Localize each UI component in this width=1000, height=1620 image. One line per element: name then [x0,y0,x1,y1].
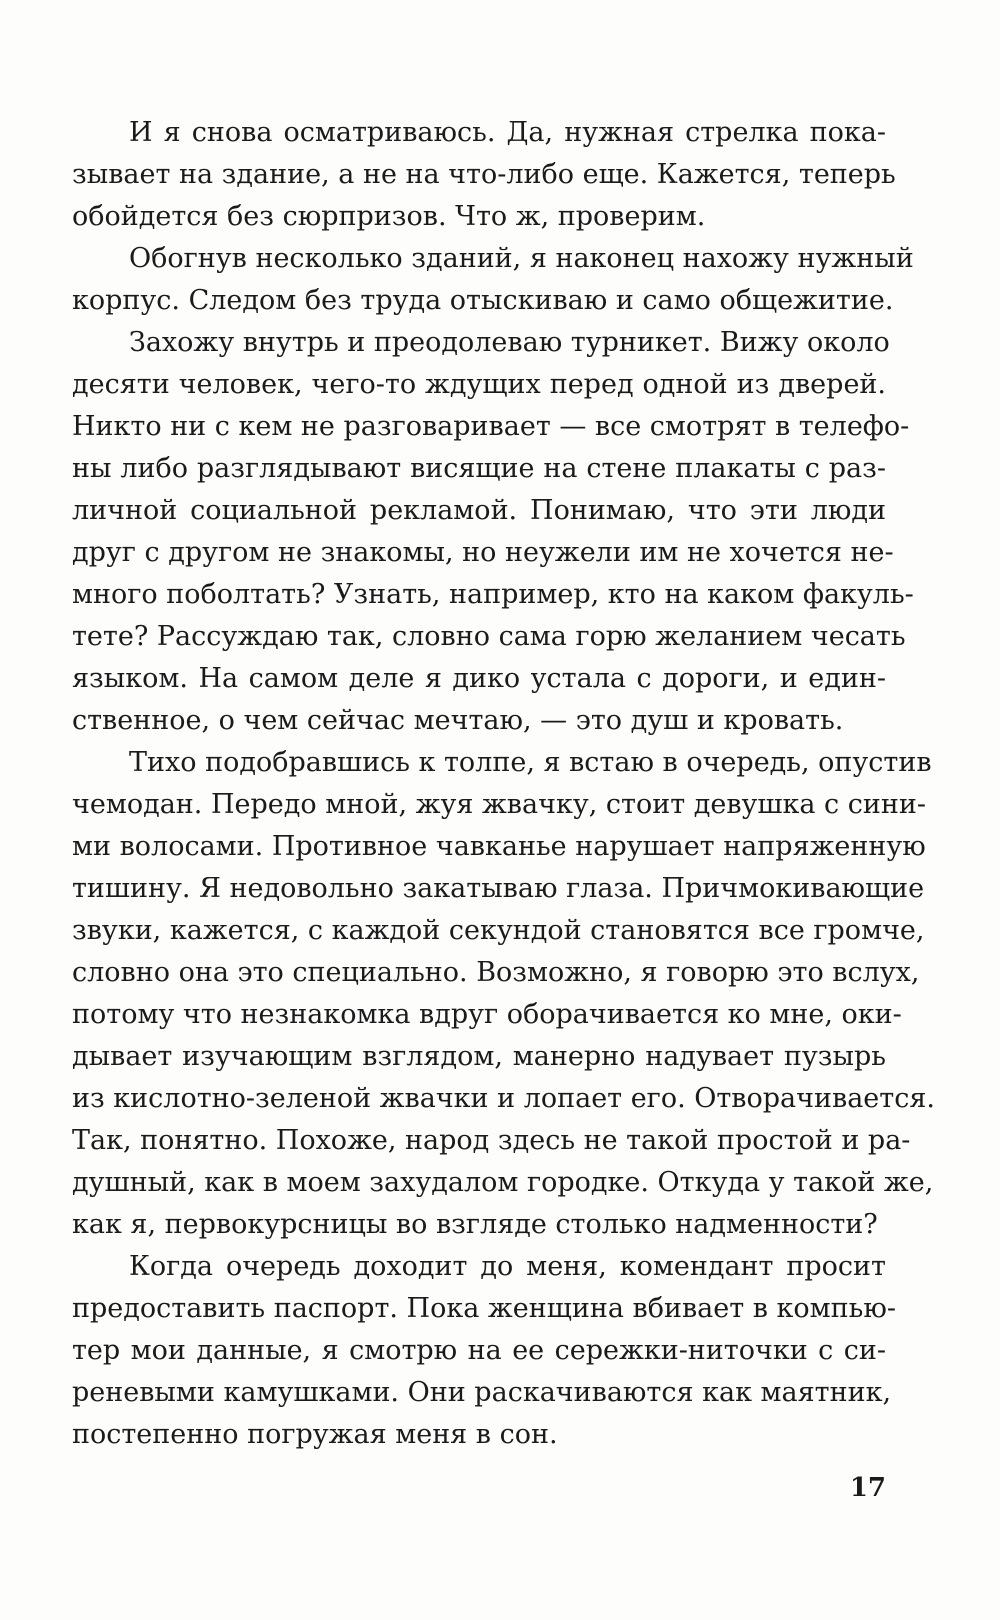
text-line: И я снова осматриваюсь. Да, нужная стрелка пока- [129,117,886,148]
text-line: Когда очередь доходит до меня, комендант просит [129,1251,886,1282]
text-line: звуки, кажется, с каждой секундой становятся все громче, [72,915,925,946]
text-line: Захожу внутрь и преодолеваю турникет. Вижу около [129,327,890,358]
text-line: ственное, о чем сейчас мечтаю, — это душ и кровать. [72,705,844,736]
text-line: тишину. Я недовольно закатываю глаза. Причмокивающие [72,873,925,904]
text-line: тете? Рассуждаю так, словно сама горю желанием чесать [72,621,906,652]
text-line: корпус. Следом без труда отыскиваю и само общежитие. [72,285,894,316]
text-line: десяти человек, чего-то ждущих перед одной из дверей. [72,369,886,400]
text-line: языком. На самом деле я дико устала с дороги, и един- [72,663,886,694]
text-line: зывает на здание, а не на что-либо еще. Кажется, теперь [72,159,896,190]
text-line: ми волосами. Противное чавканье нарушает напряженную [72,831,926,862]
text-line: потому что незнакомка вдруг оборачивается ко мне, оки- [72,999,902,1030]
paragraph [72,1246,896,1456]
text-line: много поболтать? Узнать, например, кто на каком факуль- [72,579,914,610]
text-line: тер мои данные, я смотрю на ее сережки-ниточки с си- [72,1335,886,1366]
text-line: как я, первокурсницы во взгляде столько надменности? [72,1209,878,1240]
text-line: чемодан. Передо мной, жуя жвачку, стоит девушка с сини- [72,789,926,820]
text-line: душный, как в моем захудалом городке. Откуда у такой же, [72,1167,934,1198]
text-line: Так, понятно. Похоже, народ здесь не такой простой и ра- [72,1125,911,1156]
paragraph [72,112,896,238]
text-line: Обогнув несколько зданий, я наконец нахожу нужный [129,243,914,274]
text-line: обойдется без сюрпризов. Что ж, проверим. [72,201,706,232]
body-text [72,112,935,1456]
text-line: Тихо подобравшись к толпе, я встаю в очередь, опустив [129,747,932,778]
text-line: из кислотно-зеленой жвачки и лопает его. Отворачивается. [72,1083,935,1114]
text-line: дывает изучающим взглядом, манерно надувает пузырь [72,1041,886,1072]
text-line: ны либо разглядывают висящие на стене плакаты с раз- [72,453,886,484]
text-line: предоставить паспорт. Пока женщина вбивает в компью- [72,1293,896,1324]
page-number: 17 [849,1473,886,1503]
text-line: Никто ни с кем не разговаривает — все смотрят в телефо- [72,411,910,442]
text-line: друг с другом не знакомы, но неужели им не хочется не- [72,537,894,568]
paragraph [72,322,914,742]
text-line: личной социальной рекламой. Понимаю, что эти люди [72,495,886,526]
text-line: реневыми камушками. Они раскачиваются как маятник, [72,1377,892,1408]
text-line: постепенно погружая меня в сон. [72,1419,558,1450]
text-line: словно она это специально. Возможно, я говорю это вслух, [72,957,920,988]
paragraph [72,742,935,1246]
paragraph [72,238,914,322]
